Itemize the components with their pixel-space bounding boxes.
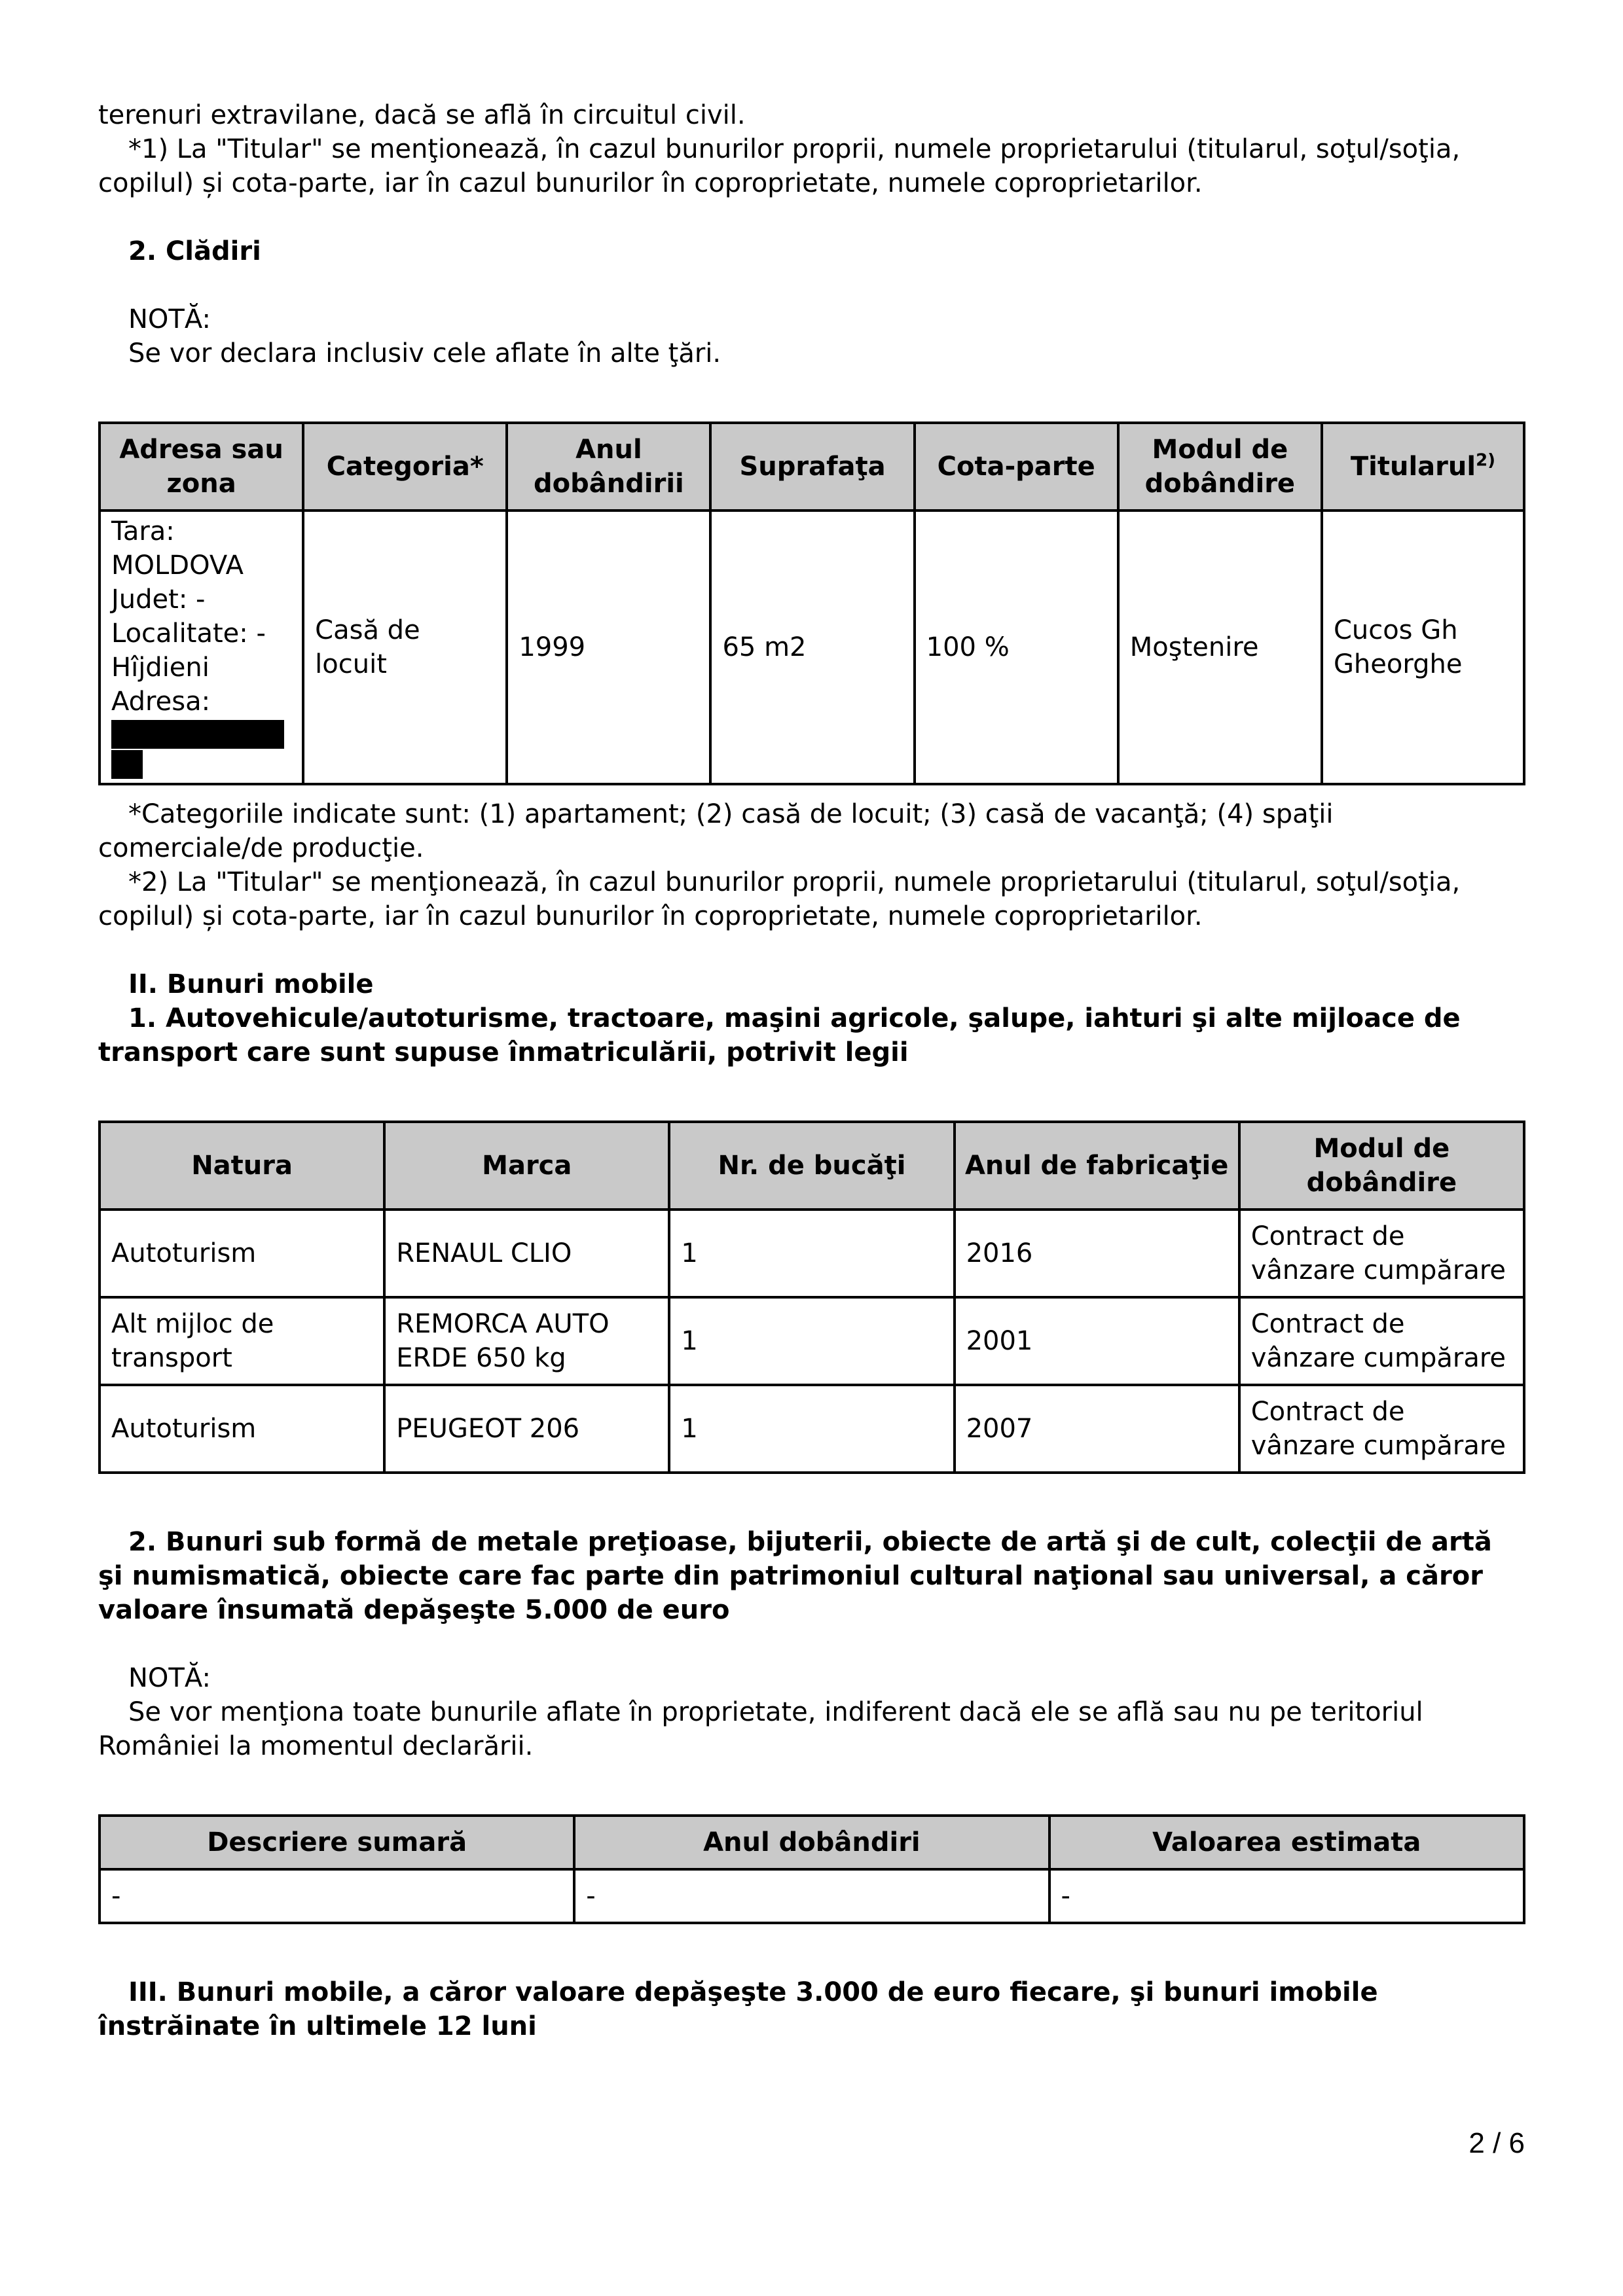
table-header-row — [100, 1816, 1524, 1869]
cell-nr: 1 — [669, 1210, 954, 1297]
col-header-cota: Cota-parte — [915, 423, 1118, 511]
col-header-suprafata: Suprafaţa — [710, 423, 914, 511]
document-page — [98, 98, 1525, 2043]
page-number: 2 / 6 — [1468, 2127, 1525, 2159]
table-header-row — [100, 423, 1524, 511]
col-header-natura: Natura — [100, 1122, 384, 1210]
cell-anul: 2001 — [955, 1297, 1239, 1385]
cell-anul: 2007 — [955, 1385, 1239, 1473]
cell-anul: - — [574, 1869, 1049, 1923]
cell-marca: REMORCA AUTO ERDE 650 kg — [384, 1297, 669, 1385]
col-header-categoria: Categoria* — [303, 423, 507, 511]
adresa-judet: Judet: - — [111, 584, 206, 615]
col-header-anul: Anul dobândirii — [507, 423, 710, 511]
cladiri-nota-label: NOTĂ: — [128, 304, 211, 334]
section-mobile-heading: II. Bunuri mobile — [128, 969, 374, 999]
col-header-titularul — [1322, 423, 1524, 511]
table-row — [100, 1869, 1524, 1923]
cladiri-footnote-titular: *2) La "Titular" se menţionează, în cazul bunurilor proprii, numele proprietarului (titularul, soţul/soţia, copilul) și cota-parte, iar în cazul bunurilor în coproprietate, numele coproprietarilor. — [98, 867, 1461, 931]
cell-modul: Moştenire — [1118, 511, 1322, 784]
redaction-bar — [111, 750, 143, 779]
cell-titular: Cucos Gh Gheorghe — [1322, 511, 1524, 784]
cladiri-footnote-categorii: *Categoriile indicate sunt: (1) apartament; (2) casă de locuit; (3) casă de vacanţă; (4) spaţii comerciale/de producţie. — [98, 799, 1334, 863]
col-header-nr: Nr. de bucăţi — [669, 1122, 954, 1210]
cell-descriere: - — [100, 1869, 574, 1923]
metale-nota-text: Se vor menţiona toate bunurile aflate în proprietate, indiferent dacă ele se află sau nu pe teritoriul României la momentul declarării. — [98, 1697, 1423, 1761]
metale-table — [98, 1814, 1525, 1924]
col-header-anul: Anul dobândiri — [574, 1816, 1049, 1869]
section-instrainate-heading: III. Bunuri mobile, a căror valoare depăşeşte 3.000 de euro fiecare, şi bunuri imobile înstrăinate în ultimele 12 luni — [98, 1977, 1378, 2041]
cell-anul: 2016 — [955, 1210, 1239, 1297]
col-header-modul: Modul de dobândire — [1239, 1122, 1524, 1210]
col-header-modul: Modul de dobândire — [1118, 423, 1322, 511]
autovehicule-table — [98, 1121, 1525, 1474]
cell-natura: Alt mijloc de transport — [100, 1297, 384, 1385]
col-header-valoarea: Valoarea estimata — [1049, 1816, 1525, 1869]
intro-line: terenuri extravilane, dacă se află în circuitul civil. — [98, 100, 746, 130]
col-header-anul: Anul de fabricaţie — [955, 1122, 1239, 1210]
section-cladiri-heading: 2. Clădiri — [128, 236, 261, 266]
table-row — [100, 1297, 1524, 1385]
cell-nr: 1 — [669, 1385, 954, 1473]
cell-suprafata: 65 m2 — [710, 511, 914, 784]
section-mobile-subheading: 1. Autovehicule/autoturisme, tractoare, maşini agricole, şalupe, iahturi şi alte mijloace de transport care sunt supuse înmatriculării, potrivit legii — [98, 1003, 1461, 1067]
cell-cota: 100 % — [915, 511, 1118, 784]
col-header-adresa: Adresa sau zona — [100, 423, 303, 511]
metale-nota-label: NOTĂ: — [128, 1663, 211, 1693]
table-row — [100, 1385, 1524, 1473]
adresa-tara: Tara: MOLDOVA — [111, 516, 244, 581]
cell-natura: Autoturism — [100, 1210, 384, 1297]
cell-modul: Contract de vânzare cumpărare — [1239, 1385, 1524, 1473]
cell-modul: Contract de vânzare cumpărare — [1239, 1297, 1524, 1385]
cell-categoria: Casă de locuit — [303, 511, 507, 784]
col-header-descriere: Descriere sumară — [100, 1816, 574, 1869]
cell-natura: Autoturism — [100, 1385, 384, 1473]
table-row — [100, 511, 1524, 784]
cell-anul: 1999 — [507, 511, 710, 784]
cell-adresa — [100, 511, 303, 784]
cell-marca: PEUGEOT 206 — [384, 1385, 669, 1473]
cladiri-nota-text: Se vor declara inclusiv cele aflate în alte ţări. — [128, 338, 721, 368]
adresa-localitate: Localitate: - Hîjdieni — [111, 619, 266, 683]
cladiri-table — [98, 422, 1525, 785]
section-metale-heading: 2. Bunuri sub formă de metale preţioase, bijuterii, obiecte de artă şi de cult, colecţii de artă şi numismatică, obiecte care fac parte din patrimoniul cultural naţional sau universal, a căror valoare însumată depăşeşte 5.000 de euro — [98, 1527, 1492, 1625]
cell-modul: Contract de vânzare cumpărare — [1239, 1210, 1524, 1297]
cell-valoarea: - — [1049, 1869, 1525, 1923]
col-header-marca: Marca — [384, 1122, 669, 1210]
cell-nr: 1 — [669, 1297, 954, 1385]
cell-marca: RENAUL CLIO — [384, 1210, 669, 1297]
table-row — [100, 1210, 1524, 1297]
adresa-label: Adresa: — [111, 687, 211, 717]
titularul-label: Titularul — [1350, 452, 1476, 482]
intro-footnote: *1) La "Titular" se menţionează, în cazul bunurilor proprii, numele proprietarului (titularul, soţul/soţia, copilul) și cota-parte, iar în cazul bunurilor în coproprietate, numele coproprietarilor. — [98, 134, 1461, 198]
titularul-superscript: 2) — [1476, 450, 1496, 471]
table-header-row — [100, 1122, 1524, 1210]
redaction-bar — [111, 720, 284, 749]
